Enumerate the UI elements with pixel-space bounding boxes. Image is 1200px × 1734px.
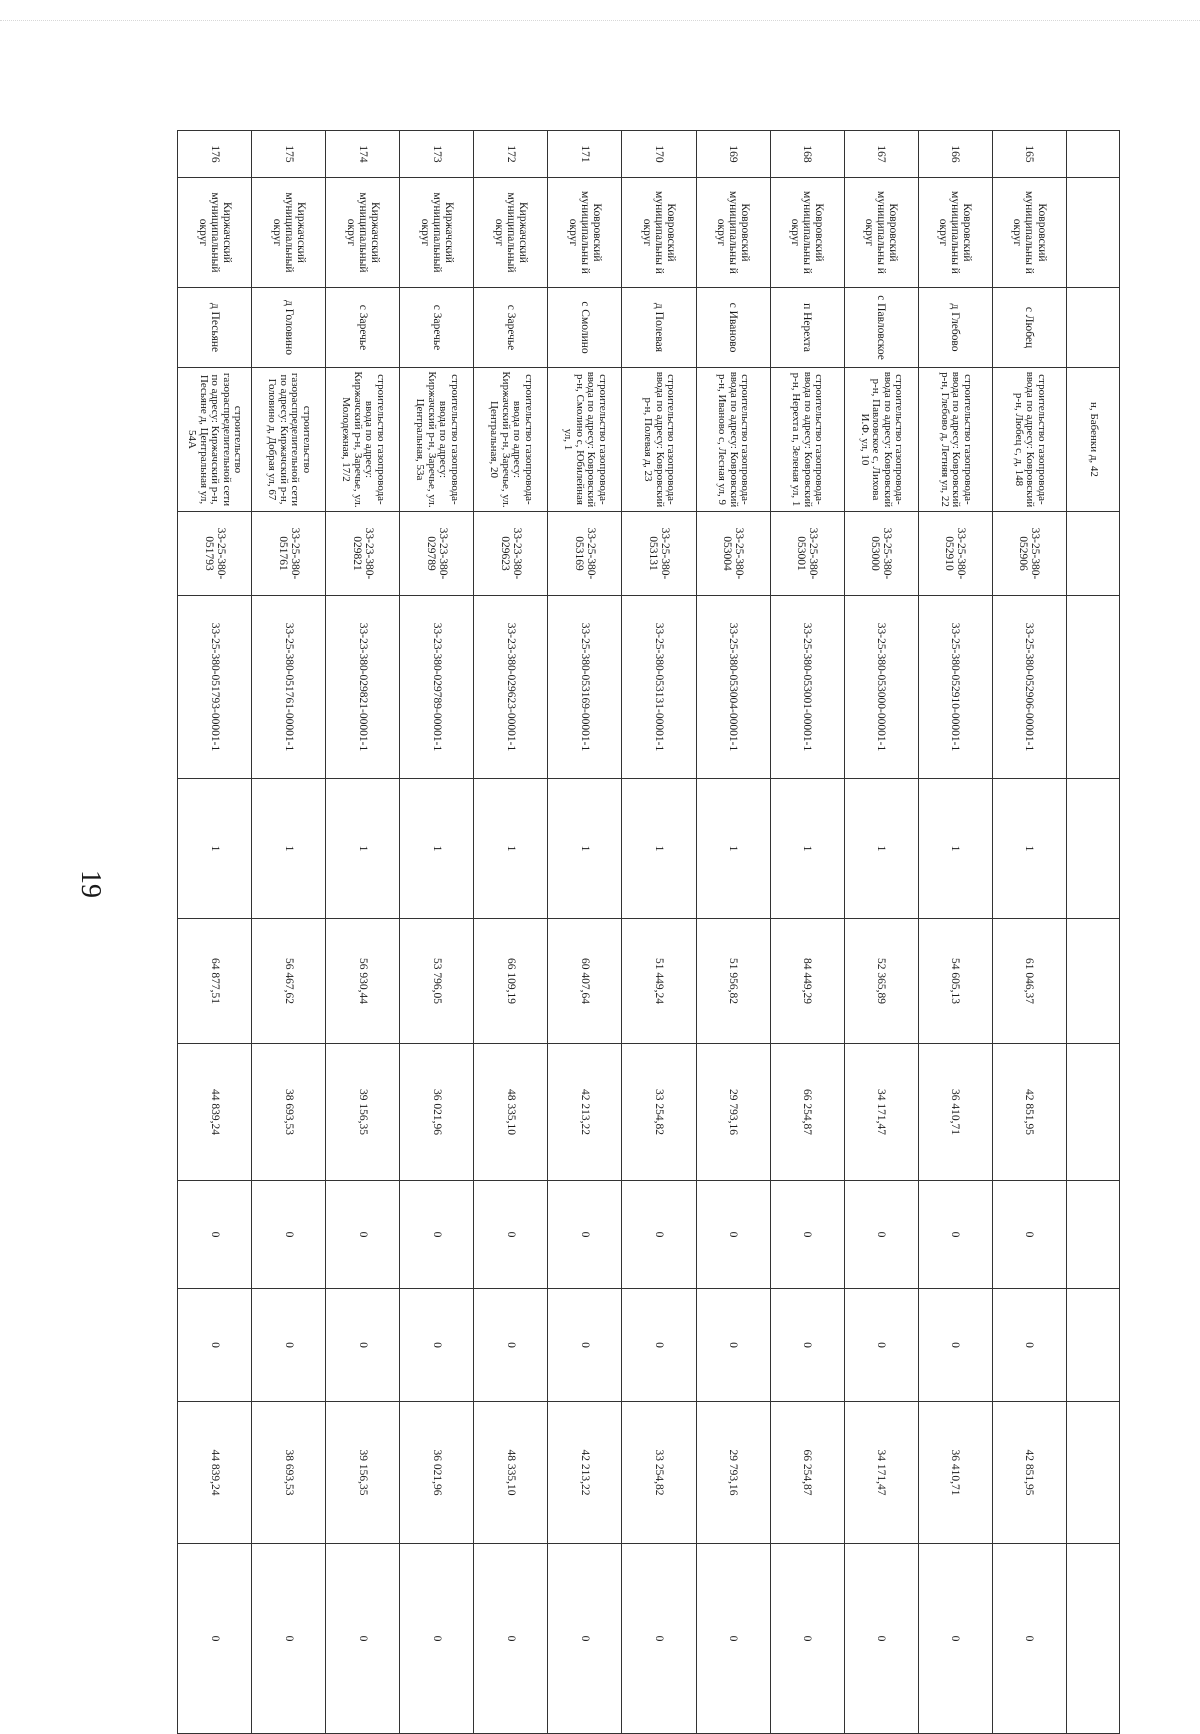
cell-empty — [1066, 131, 1119, 178]
cell-cadastre: 33-25-380-053169 — [548, 512, 622, 596]
cell-total-cost: 64 877,51 — [178, 919, 252, 1044]
cell-district: Ковровский муниципальны й округ — [992, 178, 1066, 288]
cell-quantity: 1 — [918, 779, 992, 919]
cell-zero: 0 — [326, 1181, 400, 1289]
table-row — [918, 131, 992, 1734]
page-number: 19 — [75, 870, 106, 898]
cell-total-cost: 61 046,37 — [992, 919, 1066, 1044]
cell-object-id: 33-25-380-053004-00001-1 — [696, 596, 770, 779]
cell-zero: 0 — [622, 1289, 696, 1402]
cell-zero: 0 — [326, 1544, 400, 1734]
cell-empty — [1066, 596, 1119, 779]
cell-quantity: 1 — [474, 779, 548, 919]
cell-amount: 48 335,10 — [474, 1044, 548, 1181]
cell-address: строительство газопровода-ввода по адресу: Киржачский р-н, Заречье, ул. Центральная, 20 — [474, 368, 548, 512]
cell-row-number: 172 — [474, 131, 548, 178]
cell-total-cost: 51 956,82 — [696, 919, 770, 1044]
table-row — [326, 131, 400, 1734]
cell-address-continued: н, Бабенки д, 42 — [1066, 368, 1119, 512]
cell-address: строительство газопровода-ввода по адресу: Ковровский р-н, Нерехта п, Зеленая ул, 1 — [770, 368, 844, 512]
cell-zero: 0 — [770, 1289, 844, 1402]
cell-amount: 38 693,53 — [252, 1402, 326, 1544]
cell-address: строительство газораспределительной сети по адресу: Киржачский р-н, Головино д, Добрая ул, 67 — [252, 368, 326, 512]
cell-amount: 66 254,87 — [770, 1044, 844, 1181]
cell-cadastre: 33-25-380-053001 — [770, 512, 844, 596]
cell-amount: 29 793,16 — [696, 1402, 770, 1544]
cell-zero: 0 — [770, 1181, 844, 1289]
table-row — [474, 131, 548, 1734]
cell-object-id: 33-25-380-052910-00001-1 — [918, 596, 992, 779]
cell-amount: 44 839,24 — [178, 1402, 252, 1544]
cell-quantity: 1 — [622, 779, 696, 919]
cell-locality: с Заречье — [400, 288, 474, 368]
cell-zero: 0 — [696, 1544, 770, 1734]
cell-amount: 33 254,82 — [622, 1402, 696, 1544]
cell-zero: 0 — [844, 1181, 918, 1289]
cell-zero: 0 — [326, 1289, 400, 1402]
table-row — [548, 131, 622, 1734]
cell-district: Ковровский муниципальны й округ — [696, 178, 770, 288]
cell-total-cost: 54 605,13 — [918, 919, 992, 1044]
cell-zero: 0 — [548, 1181, 622, 1289]
cell-locality: с Заречье — [474, 288, 548, 368]
cell-amount: 48 335,10 — [474, 1402, 548, 1544]
table-row — [696, 131, 770, 1734]
cell-amount: 44 839,24 — [178, 1044, 252, 1181]
cell-zero: 0 — [918, 1289, 992, 1402]
cell-zero: 0 — [622, 1181, 696, 1289]
cell-row-number: 165 — [992, 131, 1066, 178]
cell-amount: 39 156,35 — [326, 1044, 400, 1181]
cell-amount: 36 410,71 — [918, 1044, 992, 1181]
cell-zero: 0 — [844, 1289, 918, 1402]
cell-cadastre: 33-25-380-053004 — [696, 512, 770, 596]
cell-amount: 34 171,47 — [844, 1044, 918, 1181]
cell-total-cost: 60 407,64 — [548, 919, 622, 1044]
cell-total-cost: 84 449,29 — [770, 919, 844, 1044]
cell-empty — [1066, 1544, 1119, 1734]
cell-cadastre: 33-25-380-053000 — [844, 512, 918, 596]
cell-object-id: 33-25-380-053169-00001-1 — [548, 596, 622, 779]
cell-zero: 0 — [992, 1544, 1066, 1734]
cell-address: строительство газопровода-ввода по адресу: Ковровский р-н, Глебово д, Летняя ул, 22 — [918, 368, 992, 512]
cell-zero: 0 — [178, 1181, 252, 1289]
cell-object-id: 33-25-380-051793-00001-1 — [178, 596, 252, 779]
cell-cadastre: 33-25-380-053131 — [622, 512, 696, 596]
cell-district: Ковровский муниципальны й округ — [548, 178, 622, 288]
cell-zero: 0 — [696, 1289, 770, 1402]
cell-locality: д Глебово — [918, 288, 992, 368]
cell-locality: с Павловское — [844, 288, 918, 368]
cell-object-id: 33-25-380-053001-00001-1 — [770, 596, 844, 779]
cell-amount: 38 693,53 — [252, 1044, 326, 1181]
table-row — [992, 131, 1066, 1734]
cell-cadastre: 33-25-380-051793 — [178, 512, 252, 596]
cell-quantity: 1 — [696, 779, 770, 919]
cell-locality: д Головино — [252, 288, 326, 368]
cell-cadastre: 33-23-380-029789 — [400, 512, 474, 596]
cell-cadastre: 33-25-380-052910 — [918, 512, 992, 596]
cell-empty — [1066, 1289, 1119, 1402]
cell-district: Киржачский муниципальный округ — [178, 178, 252, 288]
cell-address: строительство газопровода-ввода по адресу: Ковровский р-н, Полевая д, 23 — [622, 368, 696, 512]
cell-amount: 39 156,35 — [326, 1402, 400, 1544]
cell-zero: 0 — [918, 1181, 992, 1289]
cell-empty — [1066, 779, 1119, 919]
cell-amount: 66 254,87 — [770, 1402, 844, 1544]
cell-row-number: 173 — [400, 131, 474, 178]
cell-empty — [1066, 512, 1119, 596]
cell-object-id: 33-23-380-029623-00001-1 — [474, 596, 548, 779]
cell-address: строительство газопровода-ввода по адресу: Ковровский р-н, Смолино с, Юбилейная ул, 1 — [548, 368, 622, 512]
cell-object-id: 33-25-380-052906-00001-1 — [992, 596, 1066, 779]
cell-amount: 42 213,22 — [548, 1402, 622, 1544]
cell-address: строительство газопровода-ввода по адресу: Ковровский р-н, Павловское с, Лихова И.Ф. ул, 10 — [844, 368, 918, 512]
cell-zero: 0 — [252, 1544, 326, 1734]
cell-amount: 29 793,16 — [696, 1044, 770, 1181]
table-row — [770, 131, 844, 1734]
cell-address: строительство газопровода-ввода по адресу: Ковровский р-н, Любец с, д, 148 — [992, 368, 1066, 512]
cell-address: строительство газопровода-ввода по адресу: Киржачский р-н, Заречье, ул. Молодежная, 17/2 — [326, 368, 400, 512]
cell-district: Ковровский муниципальны й округ — [770, 178, 844, 288]
cell-district: Ковровский муниципальны й округ — [918, 178, 992, 288]
cell-district: Ковровский муниципальны й округ — [844, 178, 918, 288]
cell-empty — [1066, 919, 1119, 1044]
cell-row-number: 168 — [770, 131, 844, 178]
cell-zero: 0 — [770, 1544, 844, 1734]
cell-zero: 0 — [474, 1181, 548, 1289]
cell-zero: 0 — [400, 1544, 474, 1734]
table-row — [844, 131, 918, 1734]
cell-locality: с Заречье — [326, 288, 400, 368]
cell-object-id: 33-25-380-053131-00001-1 — [622, 596, 696, 779]
cell-district: Киржачский муниципальный округ — [252, 178, 326, 288]
rotated-table-wrapper — [177, 130, 1120, 1642]
cell-amount: 42 851,95 — [992, 1044, 1066, 1181]
scan-top-edge — [0, 0, 1200, 21]
cell-zero: 0 — [252, 1181, 326, 1289]
cell-cadastre: 33-23-380-029821 — [326, 512, 400, 596]
cell-total-cost: 56 930,44 — [326, 919, 400, 1044]
cell-total-cost: 52 365,89 — [844, 919, 918, 1044]
cell-total-cost: 66 109,19 — [474, 919, 548, 1044]
cell-total-cost: 53 796,05 — [400, 919, 474, 1044]
cell-quantity: 1 — [252, 779, 326, 919]
cell-cadastre: 33-25-380-051761 — [252, 512, 326, 596]
cell-zero: 0 — [474, 1544, 548, 1734]
cell-empty — [1066, 288, 1119, 368]
cell-district: Ковровский муниципальны й округ — [622, 178, 696, 288]
cell-locality: с Любец — [992, 288, 1066, 368]
cell-zero: 0 — [548, 1289, 622, 1402]
cell-zero: 0 — [844, 1544, 918, 1734]
cell-amount: 34 171,47 — [844, 1402, 918, 1544]
cell-quantity: 1 — [178, 779, 252, 919]
cell-quantity: 1 — [770, 779, 844, 919]
cell-quantity: 1 — [548, 779, 622, 919]
table-row — [400, 131, 474, 1734]
cell-row-number: 174 — [326, 131, 400, 178]
cell-row-number: 171 — [548, 131, 622, 178]
cell-empty — [1066, 1402, 1119, 1544]
cell-object-id: 33-23-380-029821-00001-1 — [326, 596, 400, 779]
cell-row-number: 176 — [178, 131, 252, 178]
cell-locality: с Смолино — [548, 288, 622, 368]
cell-zero: 0 — [400, 1289, 474, 1402]
cell-row-number: 175 — [252, 131, 326, 178]
cell-quantity: 1 — [844, 779, 918, 919]
cell-locality: с Иваново — [696, 288, 770, 368]
cell-cadastre: 33-23-380-029623 — [474, 512, 548, 596]
cell-amount: 36 410,71 — [918, 1402, 992, 1544]
cell-address: строительство газопровода-ввода по адресу: Ковровский р-н, Иваново с, Лесная ул, 9 — [696, 368, 770, 512]
cell-empty — [1066, 1044, 1119, 1181]
cell-row-number: 166 — [918, 131, 992, 178]
cell-zero: 0 — [474, 1289, 548, 1402]
cell-total-cost: 56 467,62 — [252, 919, 326, 1044]
cell-district: Киржачский муниципальный округ — [474, 178, 548, 288]
cell-quantity: 1 — [326, 779, 400, 919]
cell-zero: 0 — [548, 1544, 622, 1734]
cell-zero: 0 — [992, 1181, 1066, 1289]
cell-amount: 42 851,95 — [992, 1402, 1066, 1544]
cell-zero: 0 — [178, 1544, 252, 1734]
cell-address: строительство газопровода-ввода по адресу: Киржачский р-н, Заречье, ул. Центральная, 53а — [400, 368, 474, 512]
cell-quantity: 1 — [400, 779, 474, 919]
cell-row-number: 167 — [844, 131, 918, 178]
cell-zero: 0 — [622, 1544, 696, 1734]
table-row — [252, 131, 326, 1734]
cell-quantity: 1 — [992, 779, 1066, 919]
cell-amount: 33 254,82 — [622, 1044, 696, 1181]
cell-object-id: 33-23-380-029789-00001-1 — [400, 596, 474, 779]
cell-locality: д Полевая — [622, 288, 696, 368]
cell-zero: 0 — [918, 1544, 992, 1734]
cell-empty — [1066, 178, 1119, 288]
cell-zero: 0 — [252, 1289, 326, 1402]
cell-object-id: 33-25-380-053000-00001-1 — [844, 596, 918, 779]
cell-object-id: 33-25-380-051761-00001-1 — [252, 596, 326, 779]
cell-amount: 36 021,96 — [400, 1044, 474, 1181]
table-row — [178, 131, 252, 1734]
cell-total-cost: 51 449,24 — [622, 919, 696, 1044]
cell-zero: 0 — [178, 1289, 252, 1402]
cell-zero: 0 — [400, 1181, 474, 1289]
cell-district: Киржачский муниципальный округ — [326, 178, 400, 288]
cell-zero: 0 — [696, 1181, 770, 1289]
cell-locality: д Песьяне — [178, 288, 252, 368]
cell-cadastre: 33-25-380-052906 — [992, 512, 1066, 596]
cell-amount: 42 213,22 — [548, 1044, 622, 1181]
cell-amount: 36 021,96 — [400, 1402, 474, 1544]
table-row — [622, 131, 696, 1734]
cell-district: Киржачский муниципальный округ — [400, 178, 474, 288]
cell-empty — [1066, 1181, 1119, 1289]
table-body — [178, 131, 1120, 1734]
cell-locality: п Нерехта — [770, 288, 844, 368]
cell-zero: 0 — [992, 1289, 1066, 1402]
data-table — [177, 130, 1120, 1734]
continuation-row — [1066, 131, 1119, 1734]
cell-address: строительство газораспределительной сети по адресу: Киржачский р-н, Песьяне д, Центральная ул, 54А — [178, 368, 252, 512]
cell-row-number: 170 — [622, 131, 696, 178]
cell-row-number: 169 — [696, 131, 770, 178]
